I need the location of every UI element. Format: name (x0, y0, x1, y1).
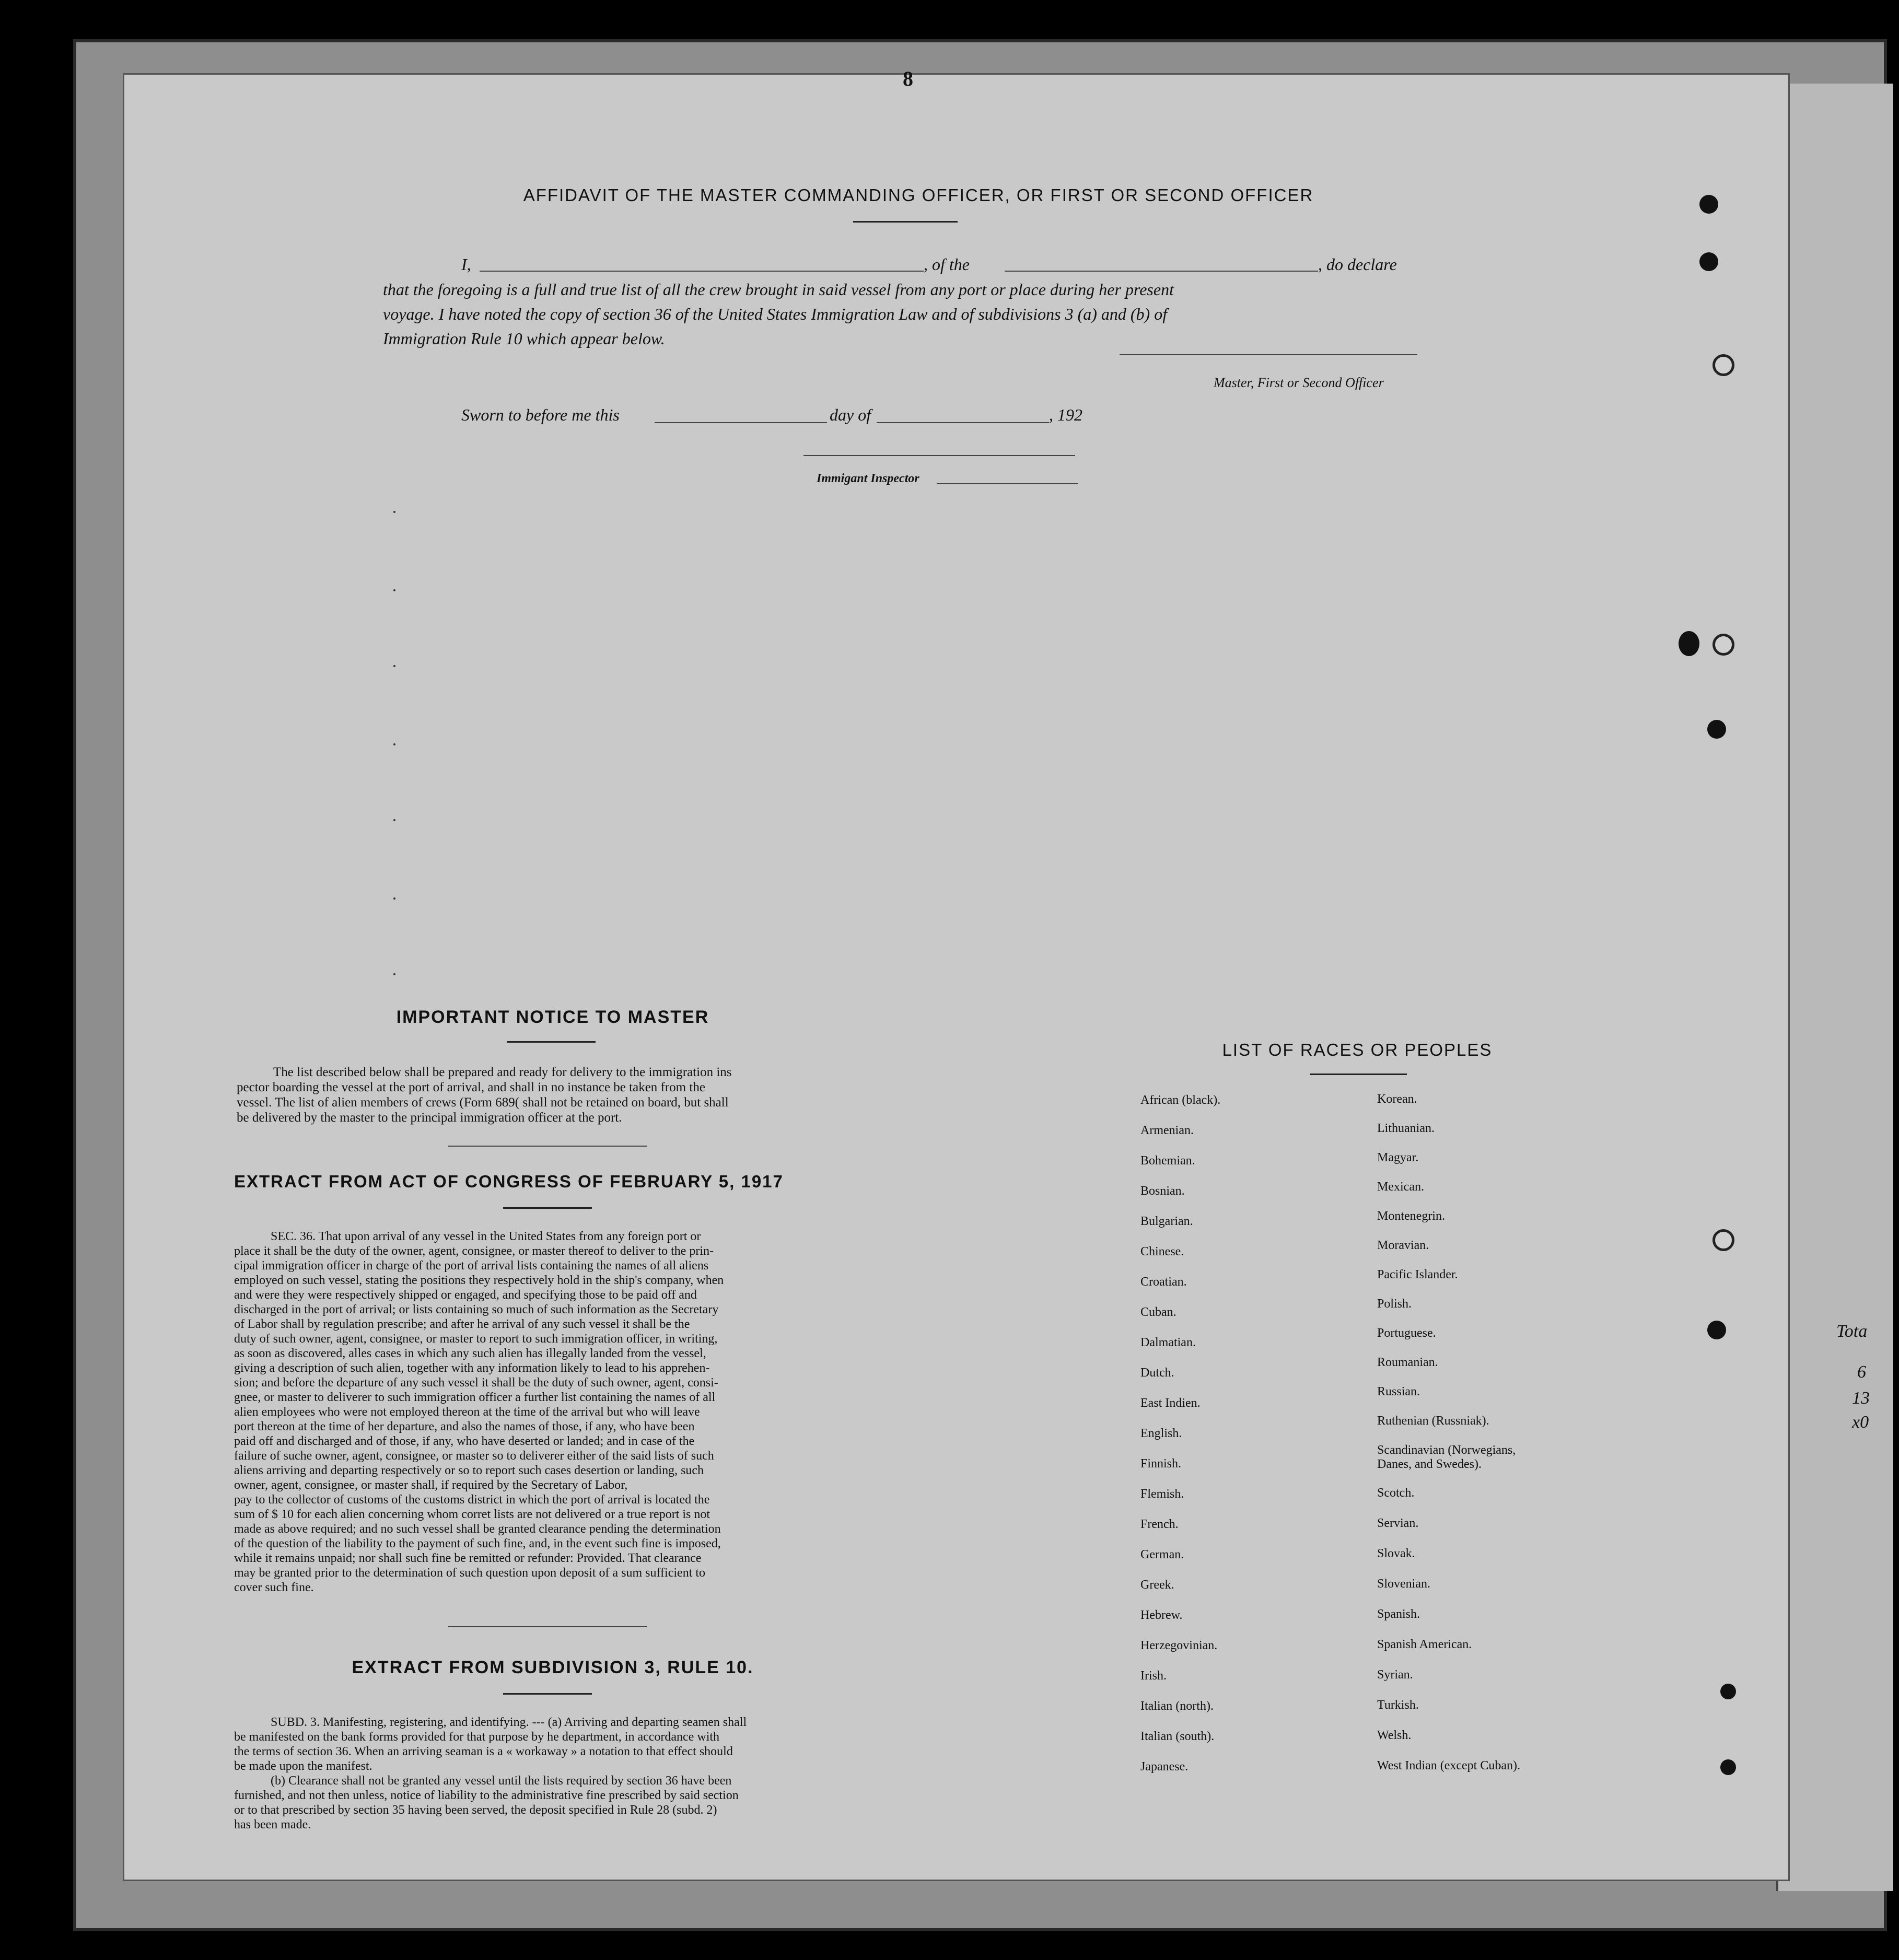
punch-hole (1707, 720, 1726, 739)
race-item: Hebrew. (1140, 1608, 1183, 1622)
race-item: Croatian. (1140, 1275, 1187, 1289)
punch-hole (1699, 195, 1718, 214)
race-item: Chinese. (1140, 1245, 1184, 1258)
master-signature-line (1120, 354, 1417, 355)
race-item: Slovak. (1377, 1547, 1415, 1560)
affidavit-i: I, (461, 255, 471, 274)
race-item: Japanese. (1140, 1760, 1189, 1774)
race-item: Lithuanian. (1377, 1122, 1435, 1135)
name-blank (480, 271, 924, 272)
race-item: Bosnian. (1140, 1184, 1185, 1198)
race-item: Servian. (1377, 1516, 1419, 1530)
notice-rule (448, 1146, 647, 1147)
race-item: Spanish. (1377, 1607, 1420, 1621)
race-item: West Indian (except Cuban). (1377, 1759, 1520, 1772)
vessel-blank (1005, 271, 1318, 272)
race-item: Dalmatian. (1140, 1336, 1196, 1349)
margin-dot (393, 897, 395, 900)
race-item: Mexican. (1377, 1180, 1424, 1194)
tally-value: 13 (1852, 1389, 1870, 1408)
race-item: Polish. (1377, 1297, 1412, 1311)
notice-body: The list described below shall be prepared and ready for delivery to the immigration ins pector boarding the vessel at the port of arrival, and shall in no instance be taken from the vessel. The list of alien members of crews (Form 689( shall not be retained on board, but shall be delivered by the master to the principal immigration officer at the port. (237, 1065, 732, 1125)
notice-heading: IMPORTANT NOTICE TO MASTER (396, 1007, 709, 1027)
race-item: Moravian. (1377, 1239, 1429, 1252)
margin-tally (1836, 1322, 1894, 1432)
race-item: Finnish. (1140, 1457, 1182, 1471)
punch-hole (1720, 1759, 1736, 1775)
race-item: Armenian. (1140, 1124, 1194, 1137)
race-item: Spanish American. (1377, 1638, 1472, 1651)
race-item: Portuguese. (1377, 1326, 1436, 1340)
punch-hole (1712, 634, 1734, 656)
affidavit-line2: that the foregoing is a full and true list of all the crew brought in said vessel from any port or place during her present (383, 280, 1174, 299)
tally-value: x0 (1852, 1413, 1869, 1432)
race-item: Italian (north). (1140, 1699, 1214, 1713)
race-item: Flemish. (1140, 1487, 1184, 1501)
form-page (123, 67, 1790, 1881)
margin-dot (393, 973, 395, 975)
race-item: Scotch. (1377, 1486, 1415, 1500)
act-heading: EXTRACT FROM ACT OF CONGRESS OF FEBRUARY 5, 1917 (234, 1172, 784, 1191)
race-item: Greek. (1140, 1578, 1174, 1592)
act-rule (448, 1626, 647, 1627)
punch-hole (1712, 1229, 1734, 1251)
race-item: Scandinavian (Norwegians, Danes, and Swedes). (1377, 1443, 1516, 1471)
punch-hole (1712, 354, 1734, 376)
margin-dot (393, 665, 395, 667)
act-underline (503, 1207, 592, 1209)
race-item: Syrian. (1377, 1668, 1413, 1682)
race-item: Roumanian. (1377, 1356, 1438, 1369)
sworn-text: Sworn to before me this (461, 405, 620, 424)
race-item: Pacific Islander. (1377, 1268, 1458, 1281)
race-item: Bulgarian. (1140, 1215, 1193, 1228)
rule-underline (503, 1693, 592, 1695)
sworn-day-blank (655, 422, 827, 423)
notice-underline (507, 1041, 596, 1043)
sworn-month-blank (877, 422, 1049, 423)
margin-dot (393, 589, 395, 591)
inspector-signature-line (803, 455, 1075, 456)
top-number: 8 (903, 67, 913, 90)
punch-hole (1699, 252, 1718, 271)
inspector-label: Immigant Inspector (817, 472, 919, 485)
margin-dot (393, 819, 395, 821)
stacked-pages-edge (1776, 84, 1893, 1891)
margin-dot (393, 511, 395, 513)
punch-hole (1707, 1321, 1726, 1339)
race-item: Magyar. (1377, 1151, 1419, 1164)
race-item: English. (1140, 1427, 1182, 1440)
affidavit-line3: voyage. I have noted the copy of section 36 of the United States Immigration Law and of subdivisions 3 (a) and (b) of (383, 305, 1168, 323)
races-underline (1310, 1074, 1407, 1075)
act-body: SEC. 36. That upon arrival of any vessel in the United States from any foreign port or place it shall be the duty of the owner, agent, consignee, or master thereof to deliver to the prin- cipal immigration officer in charge of the port of arrival lists containing the names of all aliens employed on such vessel, stating the positions they respectively hold in the ship's company, when and were they were respectively shipped or engaged, and specifying those to be paid off and discharged in the port of arrival; or lists containing so much of such information as the Secretary of Labor shall by regulation prescribe; and after he arrival of any such vessel it shall be the duty of such owner, agent, consignee, or master to report to such immigration officer, in writing, as soon as discovered, alles cases in which any such alien has illegally landed from the vessel, giving a description of such alien, together with any information likely to lead to his apprehen- sion; and before the departure of any such vessel it shall be the duty of such owner, agent, consi- gnee, or master to deliverer to such immigration officer a further list containing the names of all alien employees who were not employed thereon at the time of the arrival but who will leave port thereon at the time of her departure, and also the names of those, if any, who have been paid off and discharged and of those, if any, who have deserted or landed; and in case of the failure of suche owner, agent, consignee, or master so to deliverer either of the said lists of such aliens arriving and departing respectively or so to report such cases desertion or landing, such owner, agent, consignee, or master shall, if required by the Secretary of Labor, pay to the collector of customs of the customs district in which the port of arrival is located the sum of $ 10 for each alien concerning whom corret lists are not delivered or a true report is not made as above required; and no such vessel shall be granted clearance pending the determination of the question of the liability to the payment of such fine, and, in the event such fine is imposed, while it remains unpaid; nor shall such fine be remitted or refunder: Provided. That clearance may be granted prior to the determination of such question upon deposit of a sum sufficient to cover such fine. (234, 1230, 724, 1594)
race-item: Korean. (1377, 1092, 1417, 1106)
race-item: East Indien. (1140, 1396, 1201, 1410)
race-item: Montenegrin. (1377, 1209, 1445, 1223)
inspector-line-short (937, 483, 1078, 484)
affidavit-of-the: , of the (924, 255, 970, 274)
race-item: Slovenian. (1377, 1577, 1430, 1591)
race-item: French. (1140, 1518, 1179, 1531)
punch-hole (1720, 1684, 1736, 1699)
race-item: Italian (south). (1140, 1730, 1215, 1743)
affidavit-title: AFFIDAVIT OF THE MASTER COMMANDING OFFICER, OR FIRST OR SECOND OFFICER (523, 185, 1314, 205)
race-item: Cuban. (1140, 1305, 1176, 1319)
rule-body: SUBD. 3. Manifesting, registering, and identifying. --- (a) Arriving and departing seamen shall be manifested on the bank forms provided for that purpose by he department, in accordance with the terms of section 36. When an arriving seaman is a « workaway » a notation to that effect should be made upon the manifest. (b) Clearance shall not be granted any vessel until the lists required by section 36 have been furnished, and not then unless, notice of liability to the administrative fine prescribed by said section or to that prescribed by section 35 having been served, the deposit specified in Rule 28 (subd. 2) has been made. (234, 1716, 747, 1831)
race-item: German. (1140, 1548, 1184, 1561)
race-item: Dutch. (1140, 1366, 1174, 1380)
affidavit-declare: , do declare (1318, 255, 1397, 274)
race-item: Irish. (1140, 1669, 1167, 1683)
race-item: Welsh. (1377, 1729, 1412, 1742)
rule-heading: EXTRACT FROM SUBDIVISION 3, RULE 10. (352, 1658, 754, 1677)
race-item: Turkish. (1377, 1698, 1419, 1712)
punch-hole (1679, 631, 1699, 656)
races-heading: LIST OF RACES OR PEOPLES (1222, 1040, 1493, 1059)
race-item: Bohemian. (1140, 1154, 1195, 1168)
margin-dot (393, 743, 395, 745)
sworn-day-of: day of (830, 405, 871, 424)
race-item: African (black). (1140, 1093, 1221, 1107)
tally-value: 6 (1857, 1362, 1866, 1382)
master-signature-label: Master, First or Second Officer (1214, 375, 1384, 390)
affidavit-line4: Immigration Rule 10 which appear below. (383, 329, 665, 348)
sworn-year: , 192 (1049, 405, 1082, 424)
title-underline (853, 221, 958, 223)
race-item: Ruthenian (Russniak). (1377, 1414, 1489, 1428)
race-item: Herzegovinian. (1140, 1639, 1218, 1652)
tally-label: Tota (1836, 1322, 1868, 1341)
race-item: Russian. (1377, 1385, 1420, 1398)
